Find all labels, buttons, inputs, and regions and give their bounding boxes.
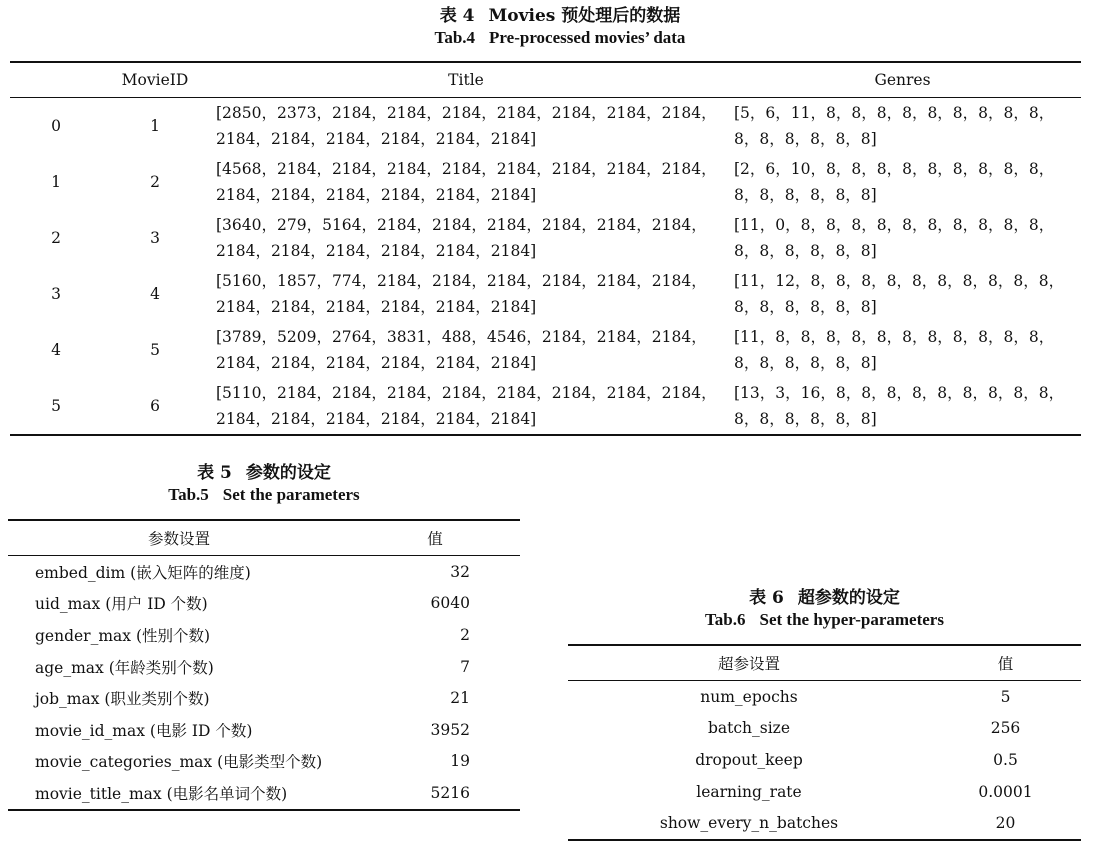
param-value: 19 xyxy=(450,752,470,771)
row-index: 4 xyxy=(51,341,61,359)
table5-caption-en xyxy=(8,484,520,506)
hyperparam-name: batch_size xyxy=(707,719,791,738)
movie-genres-vector xyxy=(724,98,1081,155)
table-row xyxy=(568,744,1081,776)
movie-id: 3 xyxy=(150,229,160,247)
table5-caption xyxy=(8,462,520,506)
movie-genres-vector xyxy=(724,322,1081,378)
param-name: gender_max (性别个数) xyxy=(35,626,211,645)
table-row xyxy=(8,588,520,620)
table6-caption-cn xyxy=(568,587,1081,609)
hyperparam-value: 256 xyxy=(990,719,1021,738)
table4-header-title: Title xyxy=(208,62,724,98)
movie-genres-vector xyxy=(724,378,1081,435)
table4-caption-en-number: Tab.4 xyxy=(434,28,476,47)
param-name: job_max (职业类别个数) xyxy=(35,690,210,709)
movie-title-text: [3640，279，5164，2184，2184，2184，2184，2184，2184， 2184，2184，2184，2184，2184，2184] xyxy=(216,216,707,260)
hyperparam-value: 5 xyxy=(1000,687,1011,706)
movie-title-text: [2850，2373，2184，2184，2184，2184，2184，2184，2184， 2184，2184，2184，2184，2184，2184] xyxy=(216,104,717,148)
table5-caption-en-text: Set the parameters xyxy=(222,485,360,504)
movie-title-vector xyxy=(208,378,724,435)
table4-header-index xyxy=(10,62,102,98)
table-row xyxy=(10,322,1081,378)
table4-caption-cn xyxy=(0,5,1120,27)
table6-hyper-parameters xyxy=(568,644,1081,841)
row-index: 1 xyxy=(51,173,61,191)
table-row xyxy=(8,651,520,683)
table6-caption xyxy=(568,587,1081,631)
table-row xyxy=(568,776,1081,808)
table4-movies-data xyxy=(10,61,1081,436)
table4-caption-cn-number: 表 4 xyxy=(439,6,475,26)
movie-id: 2 xyxy=(150,173,160,191)
table-row xyxy=(8,714,520,746)
param-name: embed_dim (嵌入矩阵的维度) xyxy=(35,563,251,582)
movie-title-vector xyxy=(208,266,724,322)
hyperparam-value: 0.5 xyxy=(993,750,1018,769)
table6-caption-en-number: Tab.6 xyxy=(705,610,746,629)
param-name: movie_id_max (电影 ID 个数) xyxy=(35,721,253,740)
table-row xyxy=(10,154,1081,210)
table5-caption-cn-number: 表 5 xyxy=(197,463,232,483)
movie-genres-text: [13，3，16，8，8，8，8，8，8，8，8，8， 8，8，8，8，8，8] xyxy=(734,384,1065,428)
table-row xyxy=(568,713,1081,745)
movie-title-vector xyxy=(208,98,724,155)
movie-title-text: [4568，2184，2184，2184，2184，2184，2184，2184，2184， 2184，2184，2184，2184，2184，2184] xyxy=(216,160,717,204)
table-row xyxy=(8,619,520,651)
table6-header-param: 超参设置 xyxy=(568,645,930,681)
table6-header-row xyxy=(568,645,1081,681)
movie-genres-text: [11，8，8，8，8，8，8，8，8，8，8，8， 8，8，8，8，8，8] xyxy=(734,328,1055,372)
table6-caption-cn-number: 表 6 xyxy=(749,588,784,608)
movie-title-text: [3789，5209，2764，3831，488，4546，2184，2184，2184， 2184，2184，2184，2184，2184，2184] xyxy=(216,328,707,372)
hyperparam-value: 0.0001 xyxy=(978,782,1033,801)
table6-caption-cn-text: 超参数的设定 xyxy=(797,588,900,608)
table-row xyxy=(10,378,1081,435)
hyperparam-name: learning_rate xyxy=(696,782,802,801)
table-row xyxy=(10,210,1081,266)
row-index: 0 xyxy=(51,117,61,135)
table5-caption-en-number: Tab.5 xyxy=(168,485,209,504)
table4-caption-cn-text: Movies 预处理后的数据 xyxy=(488,6,681,26)
row-index: 5 xyxy=(10,378,102,435)
param-value: 7 xyxy=(460,657,470,676)
param-name: age_max (年龄类别个数) xyxy=(35,658,214,677)
movie-genres-text: [5，6，11，8，8，8，8，8，8，8，8，8， 8，8，8，8，8，8] xyxy=(734,104,1055,148)
table5-parameters xyxy=(8,519,520,811)
movie-title-text: [5160，1857，774，2184，2184，2184，2184，2184，2184， 2184，2184，2184，2184，2184，2184] xyxy=(216,272,707,316)
movie-genres-vector xyxy=(724,210,1081,266)
row-index: 2 xyxy=(51,229,61,247)
movie-title-text: [5110，2184，2184，2184，2184，2184，2184，2184，2184， 2184，2184，2184，2184，2184，2184] xyxy=(216,384,717,428)
table4-caption xyxy=(0,5,1120,49)
param-value: 6040 xyxy=(430,594,470,613)
param-name: uid_max (用户 ID 个数) xyxy=(35,595,208,614)
movie-id: 5 xyxy=(150,341,160,359)
param-value: 3952 xyxy=(430,720,470,739)
table5-header-value: 值 xyxy=(350,520,520,556)
table4-header-row xyxy=(10,62,1081,98)
param-value: 5216 xyxy=(350,777,520,810)
table-row xyxy=(8,746,520,778)
table-row xyxy=(8,682,520,714)
table-row xyxy=(10,266,1081,322)
movie-id: 6 xyxy=(102,378,208,435)
movie-id: 4 xyxy=(150,285,160,303)
table4-header-movieid: MovieID xyxy=(102,62,208,98)
table6-caption-en-text: Set the hyper-parameters xyxy=(759,610,944,629)
param-name: movie_categories_max (电影类型个数) xyxy=(35,753,323,772)
movie-genres-text: [11，0，8，8，8，8，8，8，8，8，8，8， 8，8，8，8，8，8] xyxy=(734,216,1055,260)
table6-caption-en xyxy=(568,609,1081,631)
movie-id: 1 xyxy=(150,117,160,135)
table-row xyxy=(568,807,1081,840)
movie-genres-vector xyxy=(724,154,1081,210)
param-name: movie_title_max (电影名单词个数) xyxy=(8,777,350,810)
movie-genres-text: [11，12，8，8，8，8，8，8，8，8，8，8， 8，8，8，8，8，8] xyxy=(734,272,1065,316)
movie-title-vector xyxy=(208,154,724,210)
hyperparam-name: show_every_n_batches xyxy=(568,807,930,840)
movie-genres-vector xyxy=(724,266,1081,322)
table5-header-param: 参数设置 xyxy=(8,520,350,556)
param-value: 32 xyxy=(450,562,470,581)
table-row xyxy=(8,777,520,810)
param-value: 2 xyxy=(460,625,470,644)
movie-genres-text: [2，6，10，8，8，8，8，8，8，8，8，8， 8，8，8，8，8，8] xyxy=(734,160,1055,204)
table4-caption-en xyxy=(0,27,1120,49)
table6-header-value: 值 xyxy=(930,645,1081,681)
hyperparam-name: dropout_keep xyxy=(695,750,803,769)
table5-header-row xyxy=(8,520,520,556)
table4-header-genres: Genres xyxy=(724,62,1081,98)
hyperparam-value: 20 xyxy=(930,807,1081,840)
movie-title-vector xyxy=(208,322,724,378)
table5-caption-cn xyxy=(8,462,520,484)
table-row xyxy=(8,556,520,588)
table5-caption-cn-text: 参数的设定 xyxy=(245,463,331,483)
table-row xyxy=(10,98,1081,155)
param-value: 21 xyxy=(450,689,470,708)
table4-caption-en-text: Pre-processed movies’ data xyxy=(489,28,686,47)
hyperparam-name: num_epochs xyxy=(700,687,798,706)
row-index: 3 xyxy=(51,285,61,303)
movie-title-vector xyxy=(208,210,724,266)
table-row xyxy=(568,681,1081,713)
